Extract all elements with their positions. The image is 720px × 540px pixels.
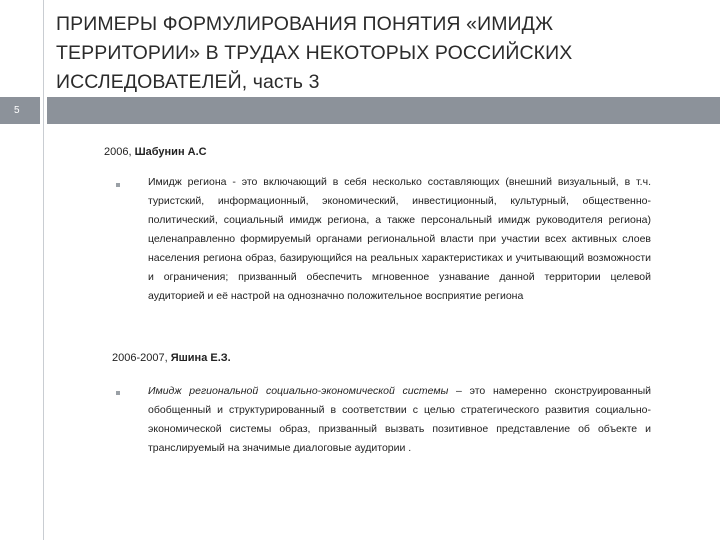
slide-title: ПРИМЕРЫ ФОРМУЛИРОВАНИЯ ПОНЯТИЯ «ИМИДЖ ТЕРРИТОРИИ» В ТРУДАХ НЕКОТОРЫХ РОССИЙСКИХ ИССЛЕДОВАТЕЛЕЙ, часть 3 [56,13,573,93]
entry-definition-1: Имидж региона - это включающий в себя несколько составляющих (внешний визуальный, в т.ч. туристский, информационный, экономический, инвестиционный, культурный, общественно-политический, социальный имидж региона, а также персональный имидж руководителя региона) целенаправленно формируемый органами региональной власти при участии всех активных слоев населения региона образ, базирующийся на реальных характеристиках и учитывающий возможности и ограничения; призванный обеспечить мгновенное узнавание данной территории целевой аудиторией и её настрой на однозначно положительное восприятие региона [148,176,651,302]
entry-definition-2 [148,382,651,458]
entry-year: 2006-2007, [112,352,171,364]
bullet-icon [116,183,120,187]
left-divider-line [43,0,44,540]
slide-number: 5 [0,97,40,124]
entry-heading-1 [104,146,207,158]
entry-author: Шабунин А.С [134,146,207,158]
entry-year: 2006, [104,146,135,158]
defined-term: Имидж региональной социально-экономической системы [148,385,449,397]
bullet-icon [116,391,120,395]
entry-heading-2 [112,352,231,364]
entry-author: Яшина Е.З. [170,352,231,364]
header-bar [0,97,720,124]
header-bar-fill [47,97,720,124]
definition-text: – это намеренно сконструированный обобщенный и структурированный в соответствии с целью стратегического развития социально-экономической системы образ, призванный вызвать позитивное представление об объекте и транслируемый на значимые диалоговые аудитории . [148,385,651,454]
